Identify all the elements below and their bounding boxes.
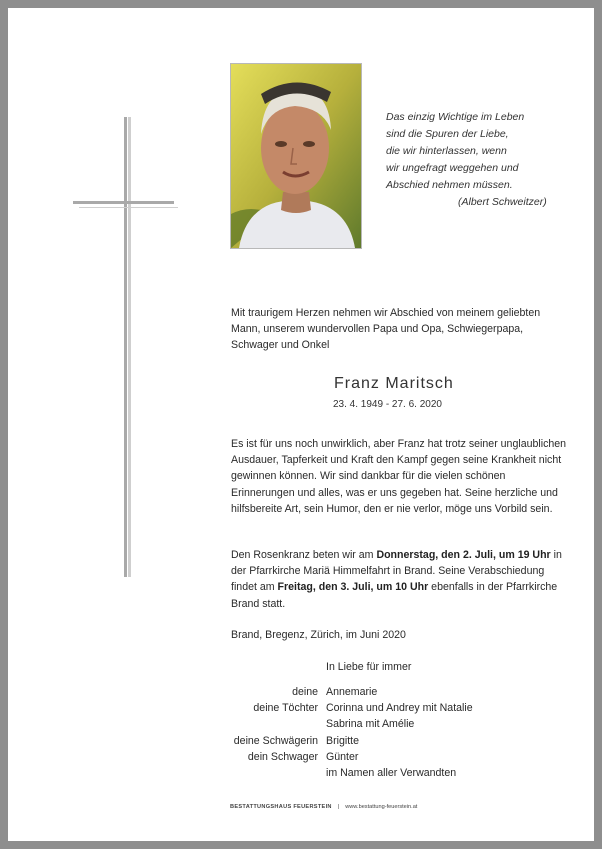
quote-line: Abschied nehmen müssen. [386, 179, 513, 191]
family-row [198, 765, 473, 781]
portrait-photo [230, 63, 362, 249]
memorial-quote [386, 109, 566, 211]
footer-separator: | [337, 804, 340, 810]
family-names: Corinna und Andrey mit Natalie [326, 702, 473, 715]
family-row [198, 749, 473, 765]
service-text: Den Rosenkranz beten wir am [231, 549, 377, 561]
quote-author: (Albert Schweitzer) [458, 196, 547, 208]
cross-horizontal-bar [73, 201, 174, 204]
family-relation [198, 716, 326, 732]
family-relation: dein Schwager [247, 750, 318, 763]
family-row [198, 716, 473, 732]
intro-text: Mit traurigem Herzen nehmen wir Abschied von meinem geliebten Mann, unserem wundervollen Papa und Opa, Schwiegerpapa, Schwager und Onkel [231, 307, 541, 352]
quote-line: sind die Spuren der Liebe, [386, 128, 509, 140]
funeral-home-url: www.bestattung-feuerstein.at [345, 804, 418, 810]
family-names: Günter [326, 750, 359, 763]
family-names: im Namen aller Verwandten [326, 767, 457, 780]
family-names: Annemarie [326, 686, 378, 698]
family-names: Brigitte [326, 734, 359, 747]
family-relation: deine [292, 686, 318, 698]
portrait-illustration [231, 64, 361, 248]
in-love-line: In Liebe für immer [326, 661, 412, 673]
rosary-datetime: Donnerstag, den 2. Juli, um 19 Uhr [376, 549, 551, 561]
obituary-page [8, 8, 594, 841]
quote-line: Das einzig Wichtige im Leben [386, 111, 525, 123]
service-text: in der Pfarrkirche Mariä Himmelfahrt in Brand. Seine Verabschiedung findet am [231, 549, 562, 594]
family-row [198, 684, 473, 700]
footer [230, 804, 417, 810]
family-row [198, 700, 473, 716]
deceased-name: Franz Maritsch [334, 375, 454, 392]
service-text: ebenfalls in der Pfarrkirche Brand statt. [231, 581, 558, 610]
life-dates: 23. 4. 1949 - 27. 6. 2020 [333, 399, 442, 410]
family-names: Sabrina mit Amélie [326, 718, 415, 731]
family-relation: deine Töchter [253, 702, 318, 715]
family-row [198, 733, 473, 749]
quote-line: die wir hinterlassen, wenn [386, 145, 507, 157]
cross-vertical-bar [124, 117, 127, 577]
family-list [198, 684, 473, 781]
farewell-datetime: Freitag, den 3. Juli, um 10 Uhr [277, 581, 429, 594]
place-date: Brand, Bregenz, Zürich, im Juni 2020 [231, 629, 406, 641]
family-relation: deine Schwägerin [233, 734, 318, 747]
tribute-paragraph: Es ist für uns noch unwirklich, aber Franz hat trotz seiner unglaublichen Ausdauer, Tapferkeit und Kraft den Kampf gegen seine Krankheit nicht gewinnen können. Wir sind dankbar für die vielen schönen Erinnerungen und alles, was er uns gegeben hat. Seine herzliche und hilfsbereite Art, sein Humor, den er nie verlor, möge uns Vorbild sein. [231, 438, 567, 515]
service-paragraph [231, 547, 571, 612]
funeral-home-name: BESTATTUNGSHAUS FEUERSTEIN [230, 804, 332, 810]
family-relation [198, 765, 326, 781]
quote-line: wir ungefragt weggehen und [386, 162, 519, 174]
